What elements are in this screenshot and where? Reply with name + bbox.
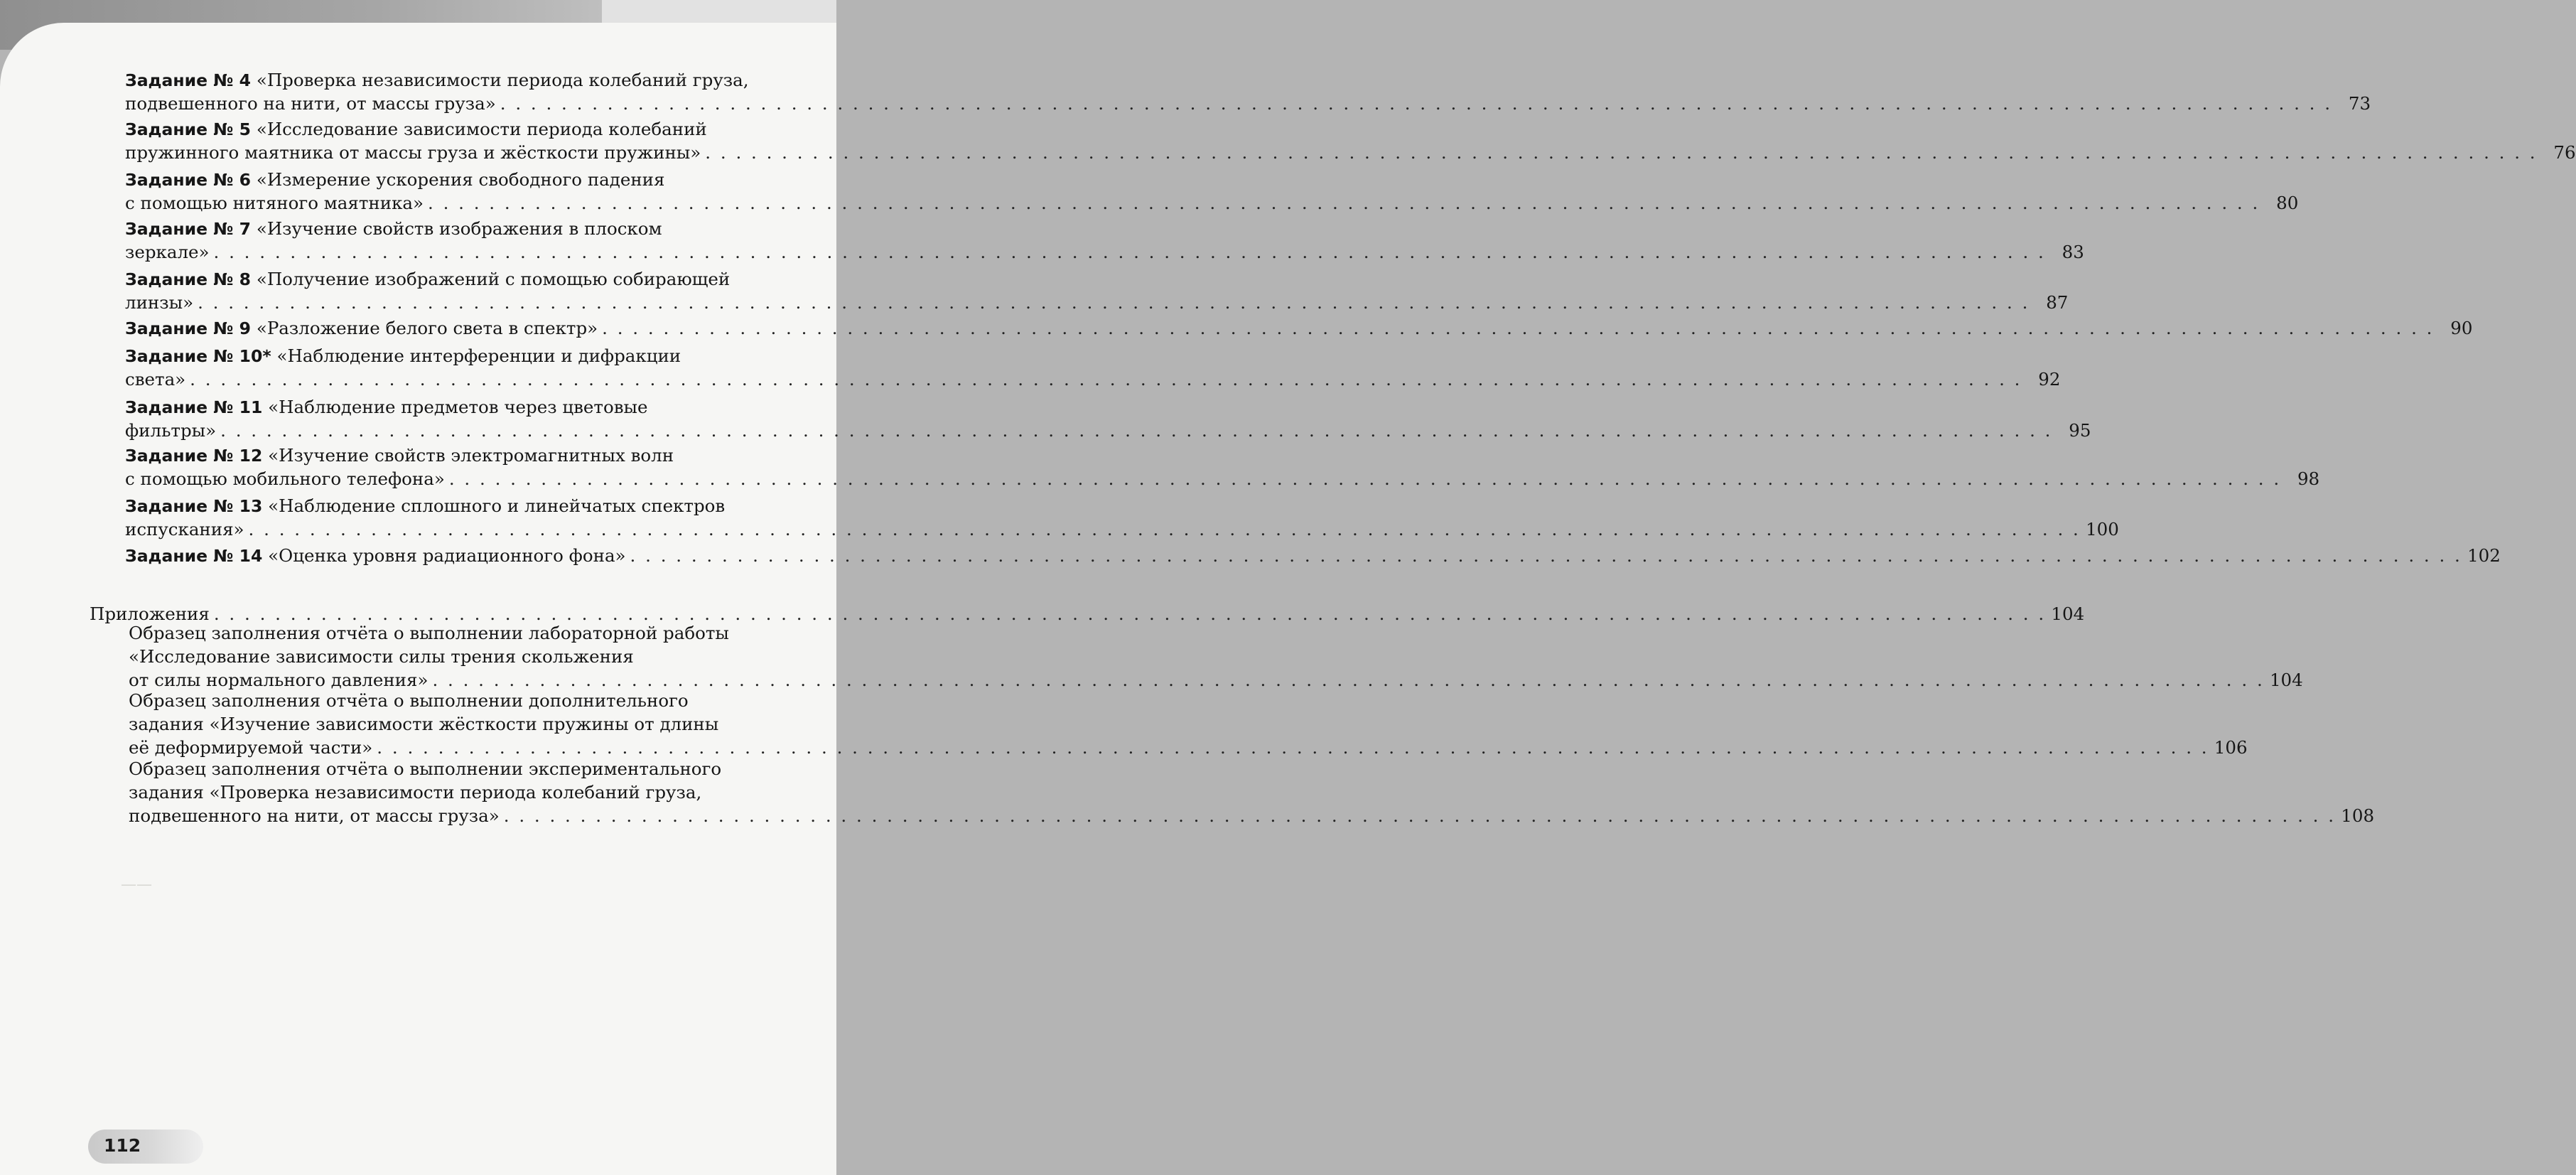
task-label: Задание № 8 [125,269,252,289]
toc-entry-text: «Оценка уровня радиационного фона» [268,545,626,566]
toc-entry-line [129,757,824,780]
toc-entry-last-line [125,291,2069,314]
toc-entry[interactable] [125,68,2371,115]
toc-entry-text: «Изучение свойств электромагнитных волн [268,445,674,466]
toc-entry[interactable] [129,689,2248,759]
dot-leader: . . . . . . . . . . . . . . . . . . . . . . . . . . . . . . . . . . . . . . . . . . . . . . . . . . . . . . . . . . . . . . . . . . . . . . . . . . . . . . . . . . . . . . . . . . . . . . . . . . . . . . . . . . . . . . . . . . . . . . . . [448,468,2282,489]
toc-page-number: 73 [2348,93,2371,114]
toc-entry-last-line [125,316,2473,340]
task-label: Задание № 13 [125,496,263,516]
toc-entry-last-line [125,544,2501,567]
dot-leader: . . . . . . . . . . . . . . . . . . . . . . . . . . . . . . . . . . . . . . . . . . . . . . . . . . . . . . . . . . . . . . . . . . . . . . . . . . . . . . . . . . . . . . . . . . . . . . . . . . . . . . . . . . . . . . . . . . . . . . . . [500,93,2333,114]
toc-entry[interactable] [125,217,2084,264]
dot-leader: . . . . . . . . . . . . . . . . . . . . . . . . . . . . . . . . . . . . . . . . . . . . . . . . . . . . . . . . . . . . . . . . . . . . . . . . . . . . . . . . . . . . . . . . . . . . . . . . . . . . . . . . . . . . . . . . . . . . . . . . [220,420,2053,441]
toc-entry-text: с помощью нитяного маятника» [125,193,424,213]
toc-page-number: 76 [2553,142,2576,163]
toc-entry-last-line [125,517,2119,541]
toc-entry-line [125,68,824,92]
task-label: Задание № 5 [125,119,252,139]
dot-leader: . . . . . . . . . . . . . . . . . . . . . . . . . . . . . . . . . . . . . . . . . . . . . . . . . . . . . . . . . . . . . . . . . . . . . . . . . . . . . . . . . . . . . . . . . . . . . . . . . . . . . . . . . . . . . . . . . . . . . . . . [630,545,2462,566]
toc-page-number: 100 [2086,519,2119,540]
toc-entry-last-line [129,736,2248,759]
toc-entry-line [125,217,824,240]
toc-page-number: 102 [2467,545,2501,566]
toc-entry-line [125,267,824,291]
show-through-text: —— [121,876,152,894]
dot-leader: . . . . . . . . . . . . . . . . . . . . . . . . . . . . . . . . . . . . . . . . . . . . . . . . . . . . . . . . . . . . . . . . . . . . . . . . . . . . . . . . . . . . . . . . . . . . . . . . . . . . . . . . . . . . . . . . . . . . . . . . [377,737,2209,758]
toc-entry[interactable] [129,757,2375,827]
toc-entry[interactable] [125,344,2061,391]
toc-entry[interactable] [125,494,2119,541]
toc-page-number: 98 [2297,468,2320,489]
task-label: Задание № 4 [125,70,252,90]
task-label: Задание № 10* [125,346,271,366]
toc-entry-text: задания «Изучение зависимости жёсткости пружины от длины [129,714,719,734]
dot-leader: . . . . . . . . . . . . . . . . . . . . . . . . . . . . . . . . . . . . . . . . . . . . . . . . . . . . . . . . . . . . . . . . . . . . . . . . . . . . . . . . . . . . . . . . . . . . . . . . . . . . . . . . . . . . . . . . . . . . . . . . [213,242,2046,262]
toc-entry-line [125,117,824,141]
task-label: Задание № 14 [125,546,263,566]
toc-entry[interactable] [125,444,2320,490]
toc-entry-text: её деформируемой части» [129,737,373,758]
toc-entry-text: с помощью мобильного телефона» [125,468,445,489]
toc-entry-text: «Наблюдение интерференции и дифракции [276,345,681,366]
toc-entry-text: «Измерение ускорения свободного падения [256,169,665,190]
toc-page-number: 104 [2051,603,2085,624]
toc-entry-last-line [125,367,2061,391]
toc-entry-last-line [125,240,2084,264]
toc-entry-text: фильтры» [125,420,217,441]
toc-entry-text: испускания» [125,519,244,540]
toc-entry-line [125,444,824,467]
toc-entry-text: зеркале» [125,242,210,262]
toc-entry-line [129,621,824,645]
toc-entry-last-line [125,92,2371,115]
toc-entry[interactable] [125,117,2576,164]
toc-entry-text: света» [125,369,186,390]
toc-entry-last-line [129,804,2375,827]
toc-entry-line [129,645,824,668]
page-sheet [0,23,2576,1175]
page-number-tab [88,1130,203,1164]
toc-entry-text: «Исследование зависимости периода колебаний [256,119,707,139]
toc-entry-text: подвешенного на нити, от массы груза» [125,93,496,114]
toc-page-number: 108 [2341,805,2375,826]
toc-entry-line [125,168,824,191]
toc-entry-line [129,712,824,736]
toc-entry-text: Образец заполнения отчёта о выполнении дополнительного [129,690,689,711]
toc-entry-last-line [125,191,2299,215]
dot-leader: . . . . . . . . . . . . . . . . . . . . . . . . . . . . . . . . . . . . . . . . . . . . . . . . . . . . . . . . . . . . . . . . . . . . . . . . . . . . . . . . . . . . . . . . . . . . . . . . . . . . . . . . . . . . . . . . . . . . . . . . [705,142,2538,163]
toc-entry-text: «Получение изображений с помощью собирающей [256,269,731,289]
toc-entry-text: «Проверка независимости периода колебаний груза, [256,70,749,90]
toc-page-number: 87 [2046,292,2069,313]
toc-entry[interactable] [125,544,2501,567]
dot-leader: . . . . . . . . . . . . . . . . . . . . . . . . . . . . . . . . . . . . . . . . . . . . . . . . . . . . . . . . . . . . . . . . . . . . . . . . . . . . . . . . . . . . . . . . . . . . . . . . . . . . . . . . . . . . . . . . . . . . . . . . [503,805,2337,826]
toc-entry-text: «Исследование зависимости силы трения скольжения [129,646,634,667]
page-number: 112 [104,1135,141,1156]
toc-entry-text: подвешенного на нити, от массы груза» [129,805,500,826]
task-label: Задание № 12 [125,446,263,466]
toc-entry-text: от силы нормального давления» [129,670,429,690]
toc-entry[interactable] [129,621,2303,692]
toc-entry[interactable] [125,168,2299,215]
toc-entry[interactable] [125,267,2069,314]
task-label: Задание № 6 [125,170,252,190]
dot-leader: . . . . . . . . . . . . . . . . . . . . . . . . . . . . . . . . . . . . . . . . . . . . . . . . . . . . . . . . . . . . . . . . . . . . . . . . . . . . . . . . . . . . . . . . . . . . . . . . . . . . . . . . . . . . . . . . . . . . . . . . [190,369,2022,390]
toc-entry-line [125,494,824,517]
toc-page-number: 95 [2069,420,2091,441]
toc-entry-text: «Наблюдение сплошного и линейчатых спектров [268,495,726,516]
toc-entry-text: Образец заполнения отчёта о выполнении лабораторной работы [129,623,729,643]
appendix-title: Приложения [90,603,210,624]
toc-entry-last-line [125,419,2091,442]
toc-entry-last-line [125,141,2576,164]
toc-entry[interactable] [125,395,2091,442]
toc-page-number: 80 [2276,193,2299,213]
toc-page-number: 83 [2062,242,2084,262]
toc-page-number: 90 [2450,318,2473,338]
dot-leader: . . . . . . . . . . . . . . . . . . . . . . . . . . . . . . . . . . . . . . . . . . . . . . . . . . . . . . . . . . . . . . . . . . . . . . . . . . . . . . . . . . . . . . . . . . . . . . . . . . . . . . . . . . . . . . . . . . . . . . . . [248,519,2081,540]
table-of-contents [0,23,2576,947]
dot-leader: . . . . . . . . . . . . . . . . . . . . . . . . . . . . . . . . . . . . . . . . . . . . . . . . . . . . . . . . . . . . . . . . . . . . . . . . . . . . . . . . . . . . . . . . . . . . . . . . . . . . . . . . . . . . . . . . . . . . . . . . [602,318,2435,338]
toc-entry-text: задания «Проверка независимости периода колебаний груза, [129,782,702,803]
task-label: Задание № 7 [125,219,252,239]
task-label: Задание № 11 [125,397,263,417]
toc-entry-text: «Наблюдение предметов через цветовые [268,397,648,417]
toc-page-number: 92 [2038,369,2061,390]
toc-entry-text: пружинного маятника от массы груза и жёсткости пружины» [125,142,701,163]
toc-entry-line [125,344,824,367]
toc-entry-last-line [125,467,2320,490]
toc-entry-text: «Разложение белого света в спектр» [256,318,598,338]
dot-leader: . . . . . . . . . . . . . . . . . . . . . . . . . . . . . . . . . . . . . . . . . . . . . . . . . . . . . . . . . . . . . . . . . . . . . . . . . . . . . . . . . . . . . . . . . . . . . . . . . . . . . . . . . . . . . . . . . . . . . . . . [213,603,2047,624]
toc-entry-line [125,395,824,419]
task-label: Задание № 9 [125,318,252,338]
toc-entry-text: «Изучение свойств изображения в плоском [256,218,662,239]
dot-leader: . . . . . . . . . . . . . . . . . . . . . . . . . . . . . . . . . . . . . . . . . . . . . . . . . . . . . . . . . . . . . . . . . . . . . . . . . . . . . . . . . . . . . . . . . . . . . . . . . . . . . . . . . . . . . . . . . . . . . . . . [198,292,2030,313]
dot-leader: . . . . . . . . . . . . . . . . . . . . . . . . . . . . . . . . . . . . . . . . . . . . . . . . . . . . . . . . . . . . . . . . . . . . . . . . . . . . . . . . . . . . . . . . . . . . . . . . . . . . . . . . . . . . . . . . . . . . . . . . [432,670,2265,690]
toc-entry-text: Образец заполнения отчёта о выполнении экспериментального [129,758,722,779]
toc-page-number: 104 [2269,670,2303,690]
toc-page-number: 106 [2214,737,2248,758]
toc-entry[interactable] [125,316,2473,340]
toc-entry-line [129,689,824,712]
toc-entry-line [129,780,824,804]
toc-entry-text: линзы» [125,292,194,313]
dot-leader: . . . . . . . . . . . . . . . . . . . . . . . . . . . . . . . . . . . . . . . . . . . . . . . . . . . . . . . . . . . . . . . . . . . . . . . . . . . . . . . . . . . . . . . . . . . . . . . . . . . . . . . . . . . . . . . . . . . . . . . . [428,193,2260,213]
